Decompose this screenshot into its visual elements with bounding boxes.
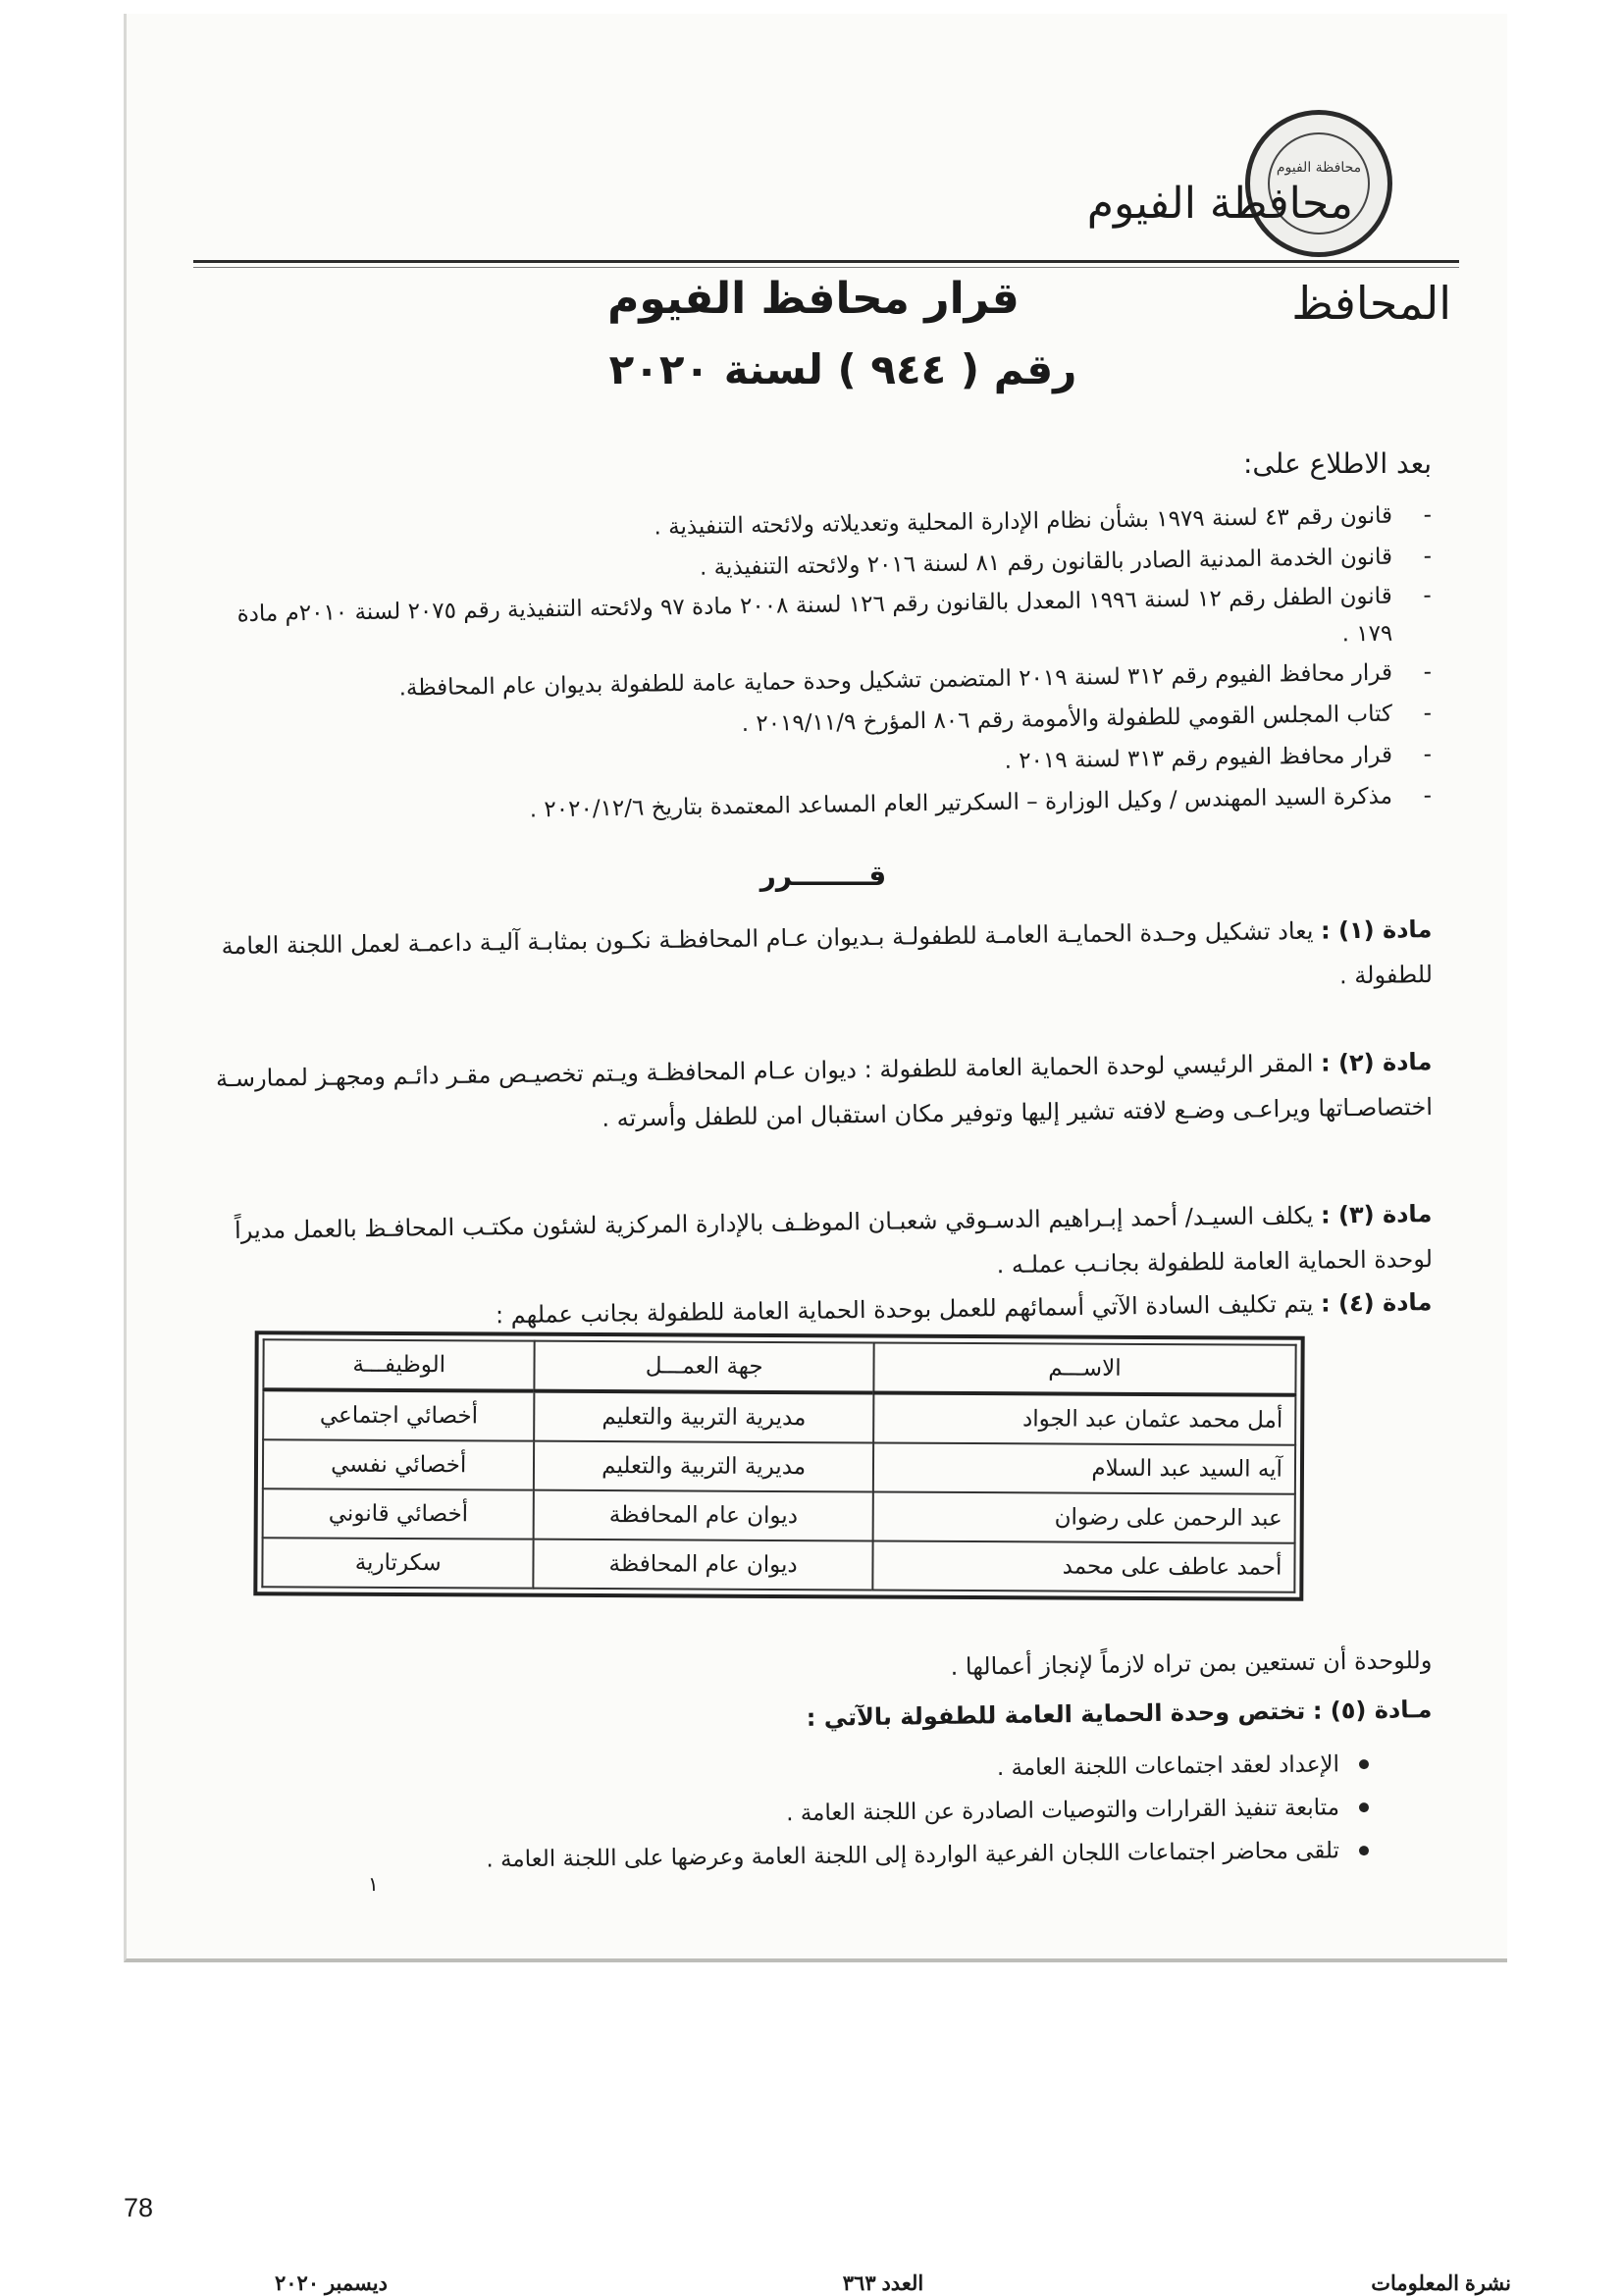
staff-table <box>253 1331 1304 1601</box>
list-item: - كتاب المجلس القومي للطفولة والأمومة رقم ٨٠٦ المؤرخ ٢٠١٩/١١/٩ . <box>741 701 1433 738</box>
column-header-job: الوظيفـــة <box>263 1339 535 1390</box>
column-header-name: الاســـم <box>873 1343 1295 1395</box>
list-item: - قانون الخدمة المدنية الصادر بالقانون رقم ٨١ لسنة ٢٠١٦ ولائحته التنفيذية . <box>699 544 1433 581</box>
article-text: يتم تكليف السادة الآتي أسمائهم للعمل بوحدة الحماية العامة للطفولة بجانب عملهم : <box>495 1289 1314 1330</box>
table-header-row <box>263 1339 1295 1395</box>
decides-heading: قــــــــرر <box>759 860 887 892</box>
header-divider-thin <box>193 267 1459 268</box>
bullet-icon <box>1359 1759 1369 1769</box>
scanned-document <box>124 14 1507 1962</box>
table-row <box>263 1439 1295 1494</box>
list-item: - قرار محافظ الفيوم رقم ٣١٣ لسنة ٢٠١٩ . <box>1004 742 1433 774</box>
preamble-intro: بعد الاطلاع على: <box>1243 447 1432 480</box>
table-row <box>263 1488 1295 1543</box>
article-label: مادة (١) : <box>1320 914 1433 945</box>
cell-name: أمل محمد عثمان عبد الجواد <box>873 1393 1295 1445</box>
governor-label: المحافظ <box>1291 277 1451 330</box>
cell-name: آيه السيد عبد السلام <box>873 1443 1295 1494</box>
list-item: متابعة تنفيذ القرارات والتوصيات الصادرة عن اللجنة العامة . <box>235 1786 1373 1841</box>
article-label: مادة (٣) : <box>1320 1199 1433 1229</box>
unit-note-text: وللوحدة أن تستعين بمن تراه لازماً لإنجاز أعمالها . <box>950 1645 1433 1681</box>
preamble-list <box>215 495 1433 823</box>
list-item: الإعداد لعقد اجتماعات اللجنة العامة . <box>235 1743 1373 1798</box>
article-label: مادة (٢) : <box>1320 1047 1433 1077</box>
page-number: 78 <box>124 2193 154 2222</box>
cell-job: سكرتارية <box>262 1538 534 1588</box>
cell-name: عبد الرحمن على رضوان <box>873 1492 1295 1543</box>
article-label: مـادة (٥) : <box>1312 1695 1433 1725</box>
bullet-icon <box>1359 1846 1369 1855</box>
table-row <box>262 1538 1294 1592</box>
list-item: - قانون رقم ٤٣ لسنة ١٩٧٩ بشأن نظام الإدارة المحلية وتعديلاته ولائحته التنفيذية . <box>654 502 1433 541</box>
cell-workplace: ديوان عام المحافظة <box>534 1539 873 1591</box>
cell-workplace: ديوان عام المحافظة <box>534 1490 873 1541</box>
cell-job: أخصائي نفسي <box>263 1439 535 1489</box>
list-item: - قانون الطفل رقم ١٢ لسنة ١٩٩٦ المعدل بالقانون رقم ١٢٦ لسنة ٢٠٠٨ مادة ٩٧ ولائحته التنفيذية رقم ٢٠٧٥ لسنة ٢٠١٠م مادة ١٧٩ . <box>236 583 1432 648</box>
cell-job: أخصائي قانوني <box>263 1488 535 1539</box>
article-5-list <box>235 1743 1373 1872</box>
decree-number: رقم ( ٩٤٤ ) لسنة ٢٠٢٠ <box>608 345 1077 393</box>
margin-mark: ١ <box>368 1872 379 1896</box>
cell-workplace: مديرية التربية والتعليم <box>534 1441 873 1492</box>
bullet-icon <box>1359 1802 1369 1812</box>
list-item: - مذكرة السيد المهندس / وكيل الوزارة – السكرتير العام المساعد المعتمدة بتاريخ ٢٠٢٠/١٢/٦ . <box>529 783 1433 823</box>
decree-title: قرار محافظ الفيوم <box>607 274 1020 324</box>
article-1 <box>205 907 1433 1014</box>
article-text: المقر الرئيسي لوحدة الحماية العامة للطفولة : ديوان عـام المحافظـة ويـتم تخصيـص مقـر دائـم ومجهـز لممارسـة اختصاصـاتها ويراعـى وضـع لافته تشير إليها وتوفير مكان استقبال امن للطفل وأسرته . <box>215 1049 1434 1132</box>
article-text: يعاد تشكيل وحـدة الحمايـة العامـة للطفولـة بـديوان عـام المحافظـة نكـون بمثابـة آليـة داعمـة لعمل اللجنة العامة للطفولة . <box>221 916 1434 990</box>
footer-publication: نشرة المعلومات <box>1371 2272 1511 2295</box>
article-text: يكلف السيـد/ أحمد إبـراهيم الدسـوقي شعبـان الموظـف بالإدارة المركزية لشئون مكتـب المحافـظ بالعمل مديراً لوحدة الحماية العامة للطفولة بجانـب عملـه . <box>234 1201 1434 1279</box>
cell-workplace: مديرية التربية والتعليم <box>535 1391 874 1443</box>
list-item: تلقى محاضر اجتماعات اللجان الفرعية الواردة إلى اللجنة العامة وعرضها على اللجنة العامة . <box>235 1829 1373 1884</box>
list-item: - قرار محافظ الفيوم رقم ٣١٢ لسنة ٢٠١٩ المتضمن تشكيل وحدة حماية عامة للطفولة بديوان عام المحافظة. <box>398 659 1433 702</box>
header-divider <box>193 260 1459 263</box>
footer-date: ديسمبر ٢٠٢٠ <box>275 2272 388 2295</box>
footer-issue: العدد ٣٦٣ <box>842 2272 924 2295</box>
column-header-workplace: جهة العمـــل <box>535 1341 874 1393</box>
article-text: تختص وحدة الحماية العامة للطفولة بالآتي : <box>806 1696 1306 1732</box>
governorate-name: محافظة الفيوم <box>1086 179 1353 229</box>
cell-job: أخصائي اجتماعي <box>263 1389 535 1440</box>
seal-text: محافظة الفيوم <box>1276 160 1362 176</box>
article-label: مادة (٤) : <box>1320 1287 1433 1318</box>
table-row <box>263 1389 1295 1445</box>
article-2 <box>205 1039 1433 1146</box>
cell-name: أحمد عاطف على محمد <box>872 1541 1294 1592</box>
